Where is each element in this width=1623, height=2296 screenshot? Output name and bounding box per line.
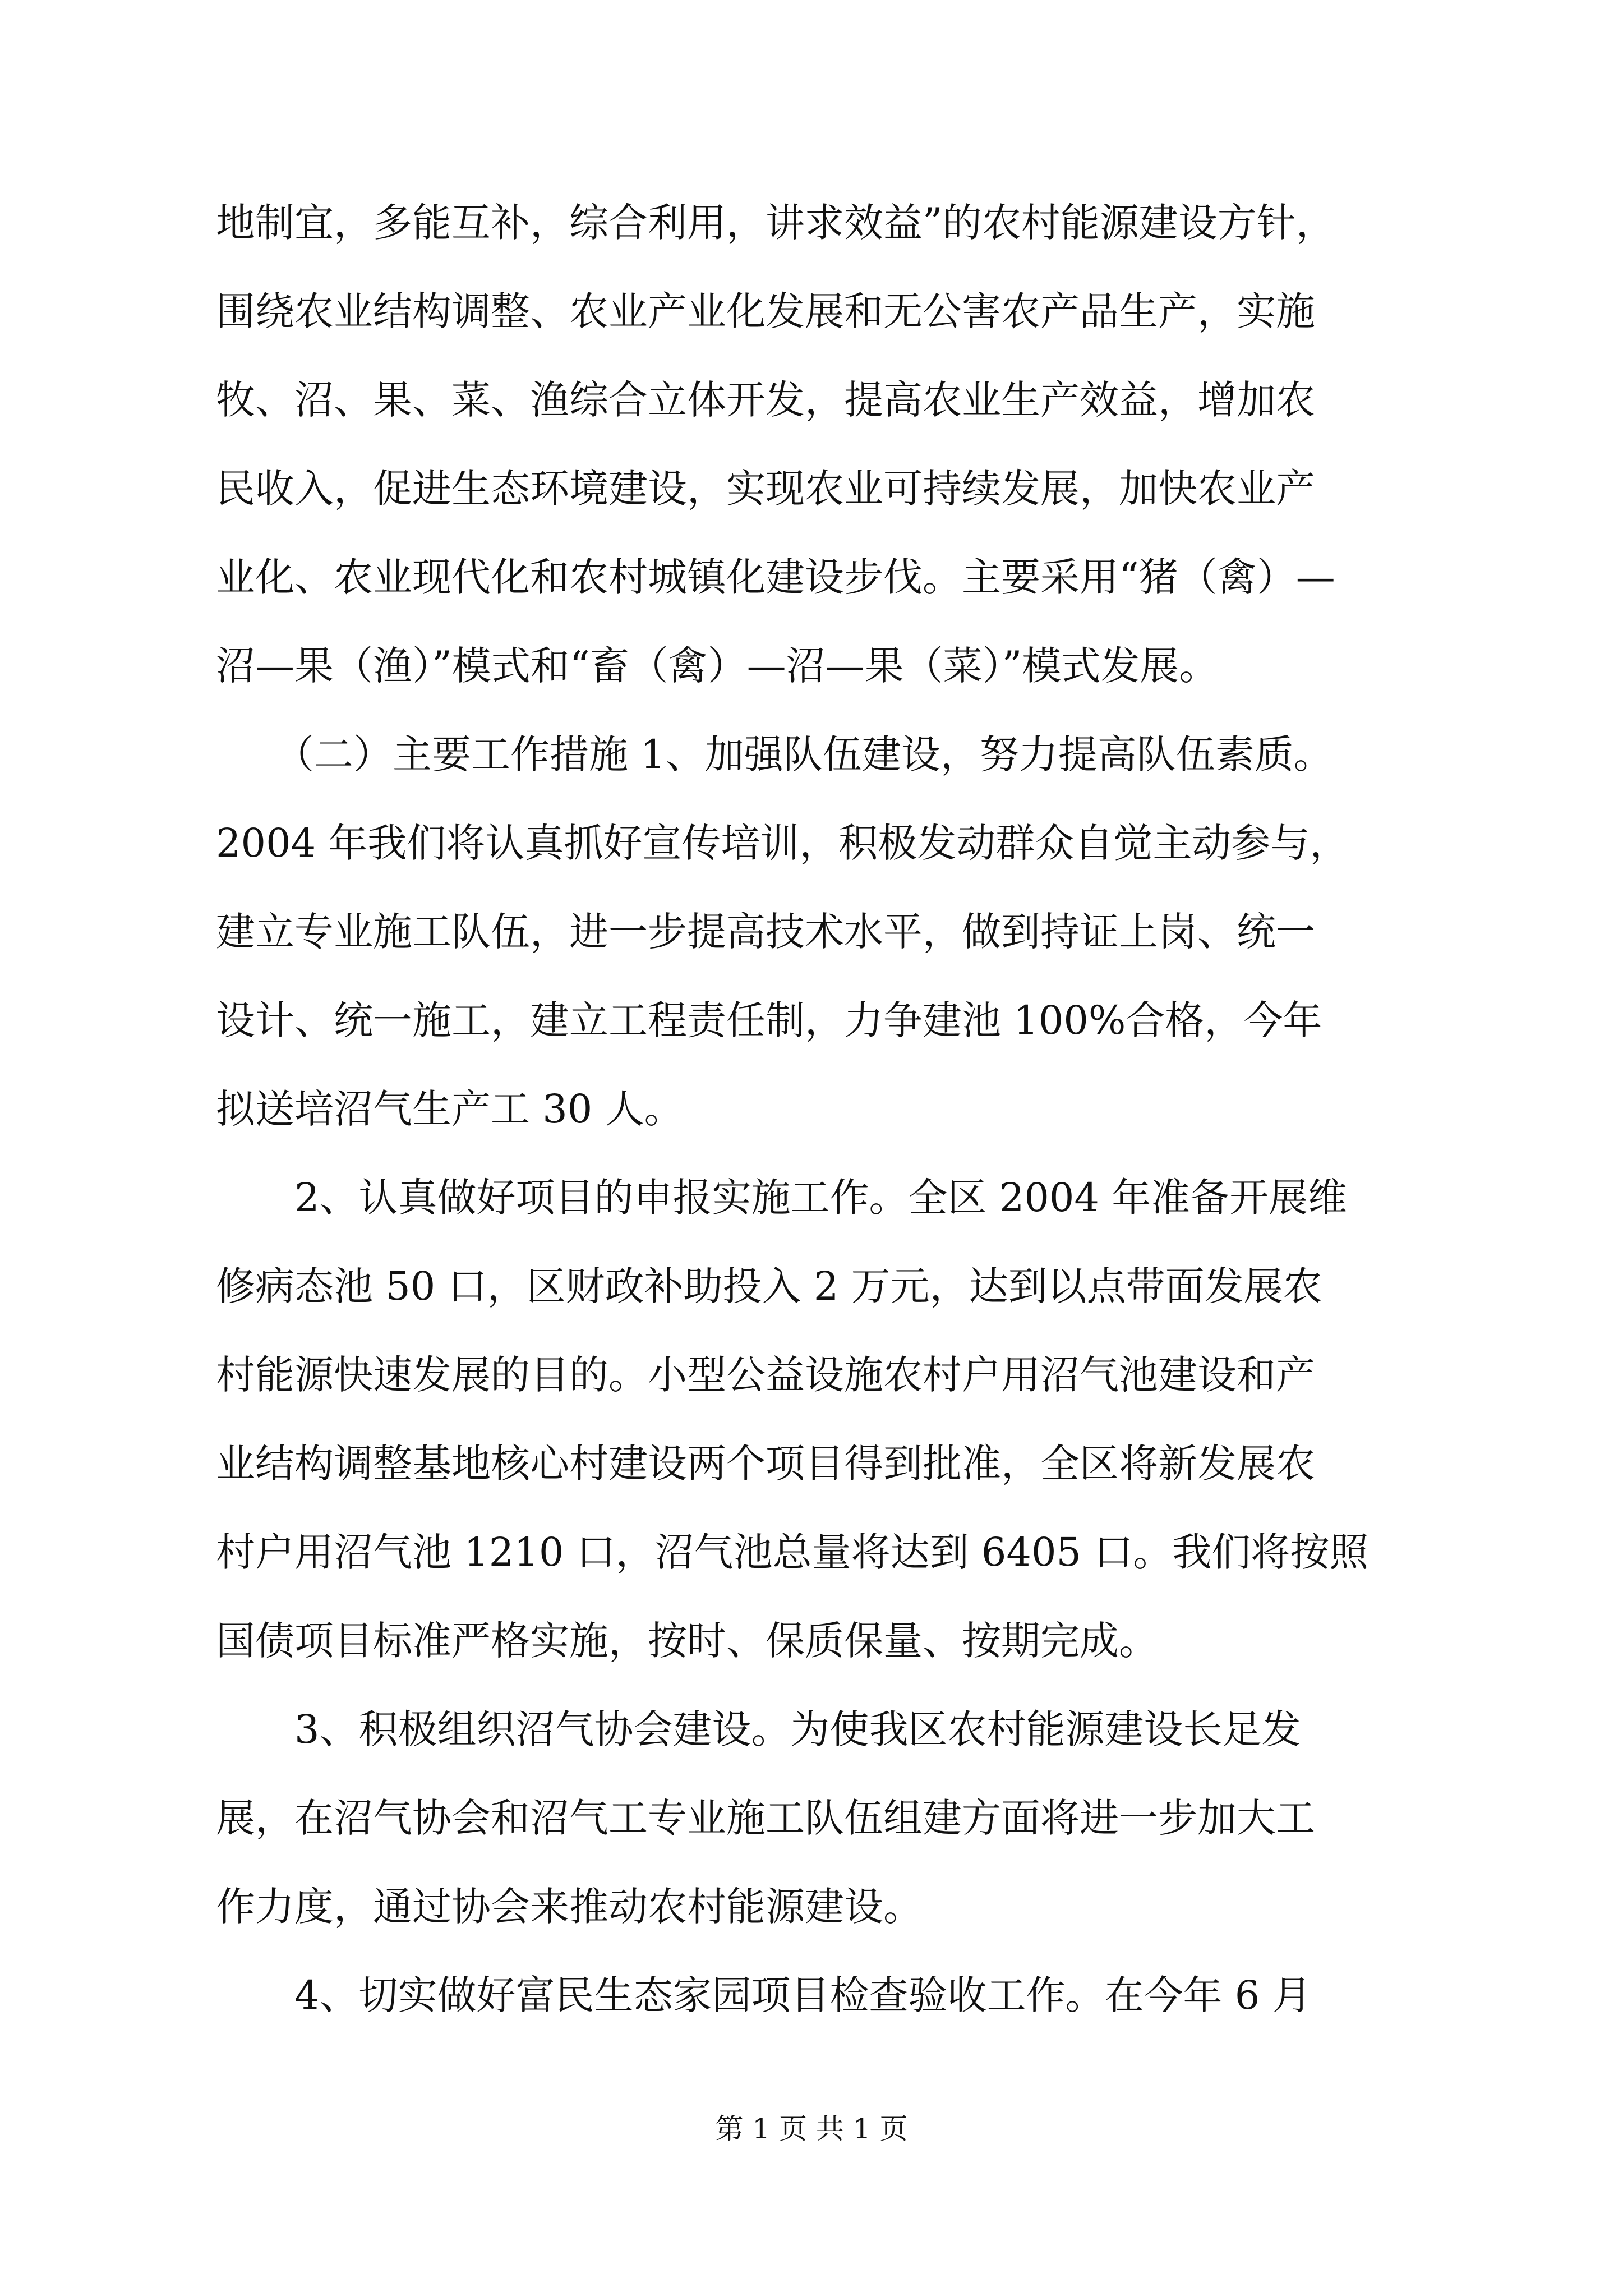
text-line: 4、切实做好富民生态家园项目检查验收工作。在今年 6 月	[216, 1972, 1312, 2018]
text-line: 地制宜，多能互补，综合利用，讲求效益”的农村能源建设方针，	[216, 200, 1335, 246]
text-line: 3、积极组织沼气协会建设。为使我区农村能源建设长足发	[216, 1706, 1301, 1752]
text-line: 业结构调整基地核心村建设两个项目得到批准，全区将新发展农	[216, 1441, 1315, 1487]
page-footer: 第 1 页 共 1 页	[715, 2113, 908, 2145]
text-line: 沼—果（渔）”模式和“畜（禽）—沼—果（菜）”模式发展。	[216, 643, 1219, 689]
text-line: 村户用沼气池 1210 口，沼气池总量将达到 6405 口。我们将按照	[216, 1529, 1369, 1575]
text-line: （二）主要工作措施 1、加强队伍建设，努力提高队伍素质。	[216, 731, 1333, 777]
text-line: 设计、统一施工，建立工程责任制，力争建池 100%合格，今年	[216, 997, 1322, 1043]
text-line: 国债项目标准严格实施，按时、保质保量、按期完成。	[216, 1618, 1158, 1664]
text-line: 村能源快速发展的目的。小型公益设施农村户用沼气池建设和产	[216, 1352, 1315, 1398]
text-line: 2、认真做好项目的申报实施工作。全区 2004 年准备开展维	[216, 1175, 1348, 1221]
text-line: 牧、沼、果、菜、渔综合立体开发，提高农业生产效益，增加农	[216, 377, 1315, 423]
text-line: 展，在沼气协会和沼气工专业施工队伍组建方面将进一步加大工	[216, 1795, 1315, 1841]
text-line: 业化、农业现代化和农村城镇化建设步伐。主要采用“猪（禽）—	[216, 554, 1335, 600]
text-line: 围绕农业结构调整、农业产业化发展和无公害农产品生产，实施	[216, 288, 1315, 334]
text-line: 2004 年我们将认真抓好宣传培训，积极发动群众自觉主动参与，	[216, 820, 1349, 866]
text-line: 民收入，促进生态环境建设，实现农业可持续发展，加快农业产	[216, 466, 1315, 512]
text-line: 建立专业施工队伍，进一步提高技术水平，做到持证上岗、统一	[216, 909, 1315, 955]
text-line: 拟送培沼气生产工 30 人。	[216, 1086, 684, 1132]
text-line: 作力度，通过协会来推动农村能源建设。	[216, 1884, 923, 1930]
body-text	[216, 178, 1500, 2040]
text-line: 修病态池 50 口，区财政补助投入 2 万元，达到以点带面发展农	[216, 1263, 1322, 1309]
